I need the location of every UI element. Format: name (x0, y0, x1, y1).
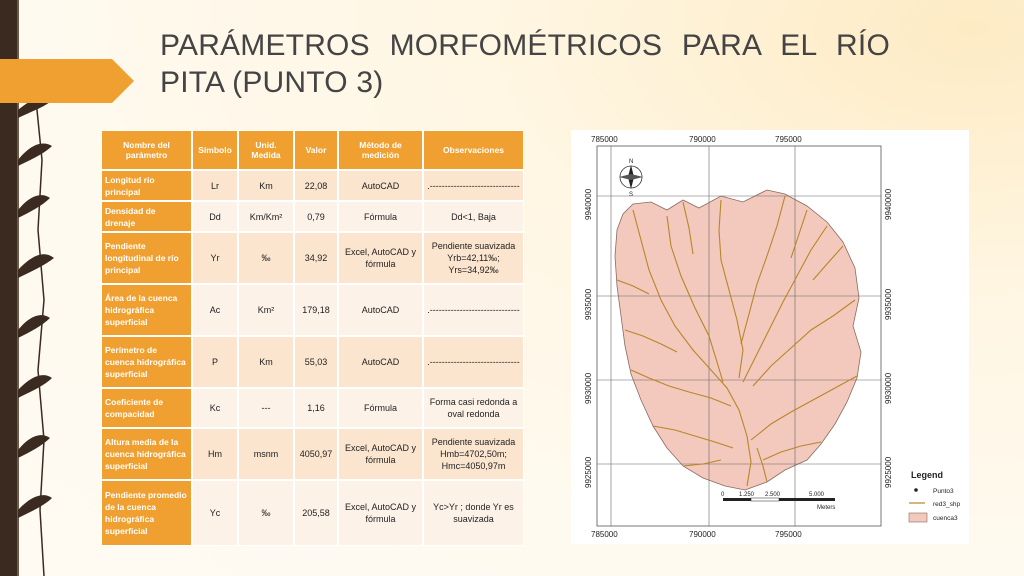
legend-item: cuenca3 (933, 515, 958, 522)
row-name: Altura media de la cuenca hidrográfica superficial (101, 428, 192, 480)
scale-label: 0 (721, 492, 725, 498)
table-row (101, 428, 524, 480)
table-header-row (101, 130, 524, 170)
y-label-right: 9935000 (884, 288, 893, 320)
row-method: Fórmula (338, 388, 423, 428)
legend-title: Legend (911, 470, 944, 480)
row-notes: Dd<1, Baja (423, 201, 524, 232)
table-row (101, 170, 524, 201)
x-label-top: 795000 (775, 135, 802, 144)
x-label-top: 785000 (591, 135, 618, 144)
y-label-left: 9935000 (584, 288, 593, 320)
y-label-right: 9925000 (884, 456, 893, 488)
row-notes: .------------------------------ (423, 284, 524, 336)
header-name: Nombre del parámetro (101, 130, 192, 170)
legend-point-icon (914, 488, 918, 492)
row-unit: Km/Km² (238, 201, 294, 232)
row-name: Coeficiente de compacidad (101, 388, 192, 428)
row-notes: Pendiente suavizada Yrb=42,11‰; Yrs=34,92‰ (423, 232, 524, 284)
basin-map (571, 130, 969, 544)
header-method: Método de medición (338, 130, 423, 170)
x-label-top: 790000 (689, 135, 716, 144)
basin-map-svg (571, 130, 969, 544)
y-label-right: 9940000 (884, 188, 893, 220)
row-unit: --- (238, 388, 294, 428)
row-method: AutoCAD (338, 170, 423, 201)
row-notes: .------------------------------ (423, 170, 524, 201)
row-value: 34,92 (294, 232, 338, 284)
legend-area-icon (909, 513, 927, 522)
row-method: AutoCAD (338, 336, 423, 388)
header-notes: Observaciones (423, 130, 524, 170)
row-symbol: P (192, 336, 238, 388)
x-label-bottom: 795000 (775, 530, 802, 539)
table-row (101, 232, 524, 284)
table-row (101, 388, 524, 428)
row-method: Excel, AutoCAD y fórmula (338, 232, 423, 284)
row-unit: msnm (238, 428, 294, 480)
scale-label: 2.500 (765, 492, 781, 498)
x-label-bottom: 790000 (689, 530, 716, 539)
row-name: Pendiente promedio de la cuenca hidrográfica superficial (101, 480, 192, 546)
row-symbol: Lr (192, 170, 238, 201)
table-row (101, 201, 524, 232)
row-method: Excel, AutoCAD y fórmula (338, 480, 423, 546)
north-label: N (629, 159, 634, 165)
row-unit: Km (238, 336, 294, 388)
legend-item: red3_shp (933, 501, 961, 508)
title-arrow-tip (112, 59, 134, 103)
y-label-right: 9930000 (884, 372, 893, 404)
row-method: Fórmula (338, 201, 423, 232)
row-notes: Forma casi redonda a oval redonda (423, 388, 524, 428)
row-symbol: Yc (192, 480, 238, 546)
y-label-left: 9940000 (584, 188, 593, 220)
table-row (101, 284, 524, 336)
row-value: 179,18 (294, 284, 338, 336)
x-label-bottom: 785000 (591, 530, 618, 539)
row-symbol: Hm (192, 428, 238, 480)
row-unit: ‰ (238, 480, 294, 546)
row-symbol: Kc (192, 388, 238, 428)
row-value: 0,79 (294, 201, 338, 232)
row-symbol: Ac (192, 284, 238, 336)
row-unit: Km² (238, 284, 294, 336)
row-value: 4050,97 (294, 428, 338, 480)
row-notes: Pendiente suavizada Hmb=4702,50m; Hmc=4050,97m (423, 428, 524, 480)
row-notes: .------------------------------ (423, 336, 524, 388)
scale-unit: Meters (817, 505, 836, 511)
row-method: Excel, AutoCAD y fórmula (338, 428, 423, 480)
header-value: Valor (294, 130, 338, 170)
south-label: S (629, 192, 634, 198)
row-name: Longitud río principal (101, 170, 192, 201)
table-row (101, 480, 524, 546)
row-symbol: Dd (192, 201, 238, 232)
header-unit: Unid. Medida (238, 130, 294, 170)
row-name: Perímetro de cuenca hidrográfica superficial (101, 336, 192, 388)
row-method: AutoCAD (338, 284, 423, 336)
row-symbol: Yr (192, 232, 238, 284)
y-label-left: 9930000 (584, 372, 593, 404)
row-value: 1,16 (294, 388, 338, 428)
header-symbol: Símbolo (192, 130, 238, 170)
table-row (101, 336, 524, 388)
row-value: 22,08 (294, 170, 338, 201)
page-title: PARÁMETROS MORFOMÉTRICOS PARA EL RÍO PITA (PUNTO 3) (160, 29, 890, 99)
row-value: 55,03 (294, 336, 338, 388)
title-arrow-bar (0, 59, 112, 103)
row-unit: Km (238, 170, 294, 201)
row-name: Densidad de drenaje (101, 201, 192, 232)
parameters-table (101, 130, 524, 546)
row-value: 205,58 (294, 480, 338, 546)
legend-item: Punto3 (933, 488, 954, 495)
row-name: Pendiente longitudinal de río principal (101, 232, 192, 284)
row-notes: Yc>Yr ; donde Yr es suavizada (423, 480, 524, 546)
row-name: Área de la cuenca hidrográfica superficial (101, 284, 192, 336)
row-unit: ‰ (238, 232, 294, 284)
decorative-leaves (0, 100, 70, 576)
scale-label: 5.000 (809, 492, 825, 498)
scale-label: 1.250 (739, 492, 755, 498)
scale-bar (723, 498, 835, 501)
y-label-left: 9925000 (584, 456, 593, 488)
